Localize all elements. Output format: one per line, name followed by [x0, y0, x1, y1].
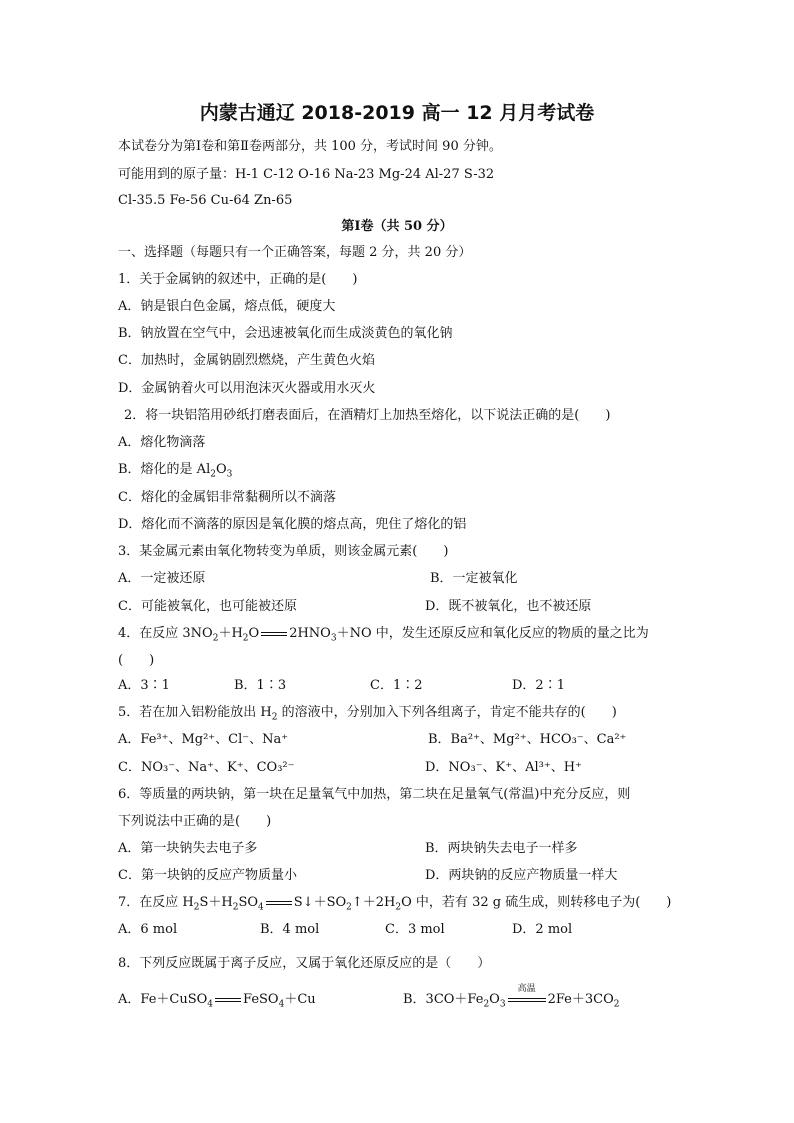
- atomic-mass-line-1: 可能用到的原子量：H-1 C-12 O-16 Na-23 Mg-24 Al-27 S-32: [118, 167, 495, 182]
- question-7-option-a: A．6 mol: [118, 922, 178, 937]
- question-4-option-b: B．1∶3: [234, 678, 287, 693]
- question-1-stem: 1．关于金属钠的叙述中，正确的是( ): [118, 272, 358, 287]
- question-8-option-a: A．Fe＋CuSO$_4$ FeSO$_4$＋Cu: [118, 992, 316, 1010]
- exam-intro: 本试卷分为第Ⅰ卷和第Ⅱ卷两部分，共 100 分，考试时间 90 分钟。: [118, 139, 502, 154]
- atomic-mass-line-2: Cl-35.5 Fe-56 Cu-64 Zn-65: [118, 193, 293, 208]
- question-1-option-c: C．加热时，金属钠剧烈燃烧，产生黄色火焰: [118, 353, 375, 368]
- question-7-option-d: D．2 mol: [512, 922, 573, 937]
- question-3-stem: 3．某金属元素由氧化物转变为单质，则该金属元素( ): [118, 544, 449, 559]
- question-6-option-a: A．第一块钠失去电子多: [118, 841, 258, 856]
- reaction-arrow: [506, 984, 548, 1009]
- question-4-stem-cont: ( ): [118, 653, 155, 668]
- question-1-option-d: D．金属钠着火可以用泡沫灭火器或用水灭火: [118, 381, 376, 396]
- question-3-option-b: B．一定被氧化: [430, 571, 518, 586]
- question-2-option-b: B．熔化的是 $Al_2O_3$: [118, 462, 233, 480]
- question-5-option-c: C．NO₃⁻、Na⁺、K⁺、CO₃²⁻: [118, 760, 295, 775]
- question-7-option-c: C．3 mol: [385, 922, 445, 937]
- exam-title: 内蒙古通辽 2018-2019 高一 12 月月考试卷: [199, 102, 595, 124]
- question-2-stem: 2．将一块铝箔用砂纸打磨表面后，在酒精灯上加热至熔化，以下说法正确的是( ): [124, 408, 611, 423]
- question-8-stem: 8．下列反应既属于离子反应，又属于氧化还原反应的是（ ）: [118, 956, 491, 971]
- question-6-stem-cont: 下列说法中正确的是( ): [118, 814, 272, 829]
- question-5-option-b: B．Ba²⁺、Mg²⁺、HCO₃⁻、Ca²⁺: [428, 732, 627, 747]
- question-6-stem: 6．等质量的两块钠，第一块在足量氧气中加热，第二块在足量氧气(常温)中充分反应，则: [118, 787, 631, 802]
- part-heading: 一、选择题（每题只有一个正确答案，每题 2 分，共 20 分）: [118, 245, 472, 260]
- question-2-option-d: D．熔化而不滴落的原因是氧化膜的熔点高，兜住了熔化的铝: [118, 517, 467, 532]
- question-4-option-c: C．1∶2: [370, 678, 423, 693]
- question-5-option-a: A．Fe³⁺、Mg²⁺、Cl⁻、Na⁺: [118, 732, 289, 747]
- question-1-option-b: B．钠放置在空气中，会迅速被氧化而生成淡黄色的氧化钠: [118, 326, 453, 341]
- question-2-option-a: A．熔化物滴落: [118, 435, 206, 450]
- equals-sign: [266, 901, 292, 905]
- question-7-stem: 7．在反应 $H_2S+H_2SO_4$ $S↓+SO_2↑+2H_2O$ 中，若有 32 g 硫生成，则转移电子为( ): [118, 895, 672, 913]
- question-1-option-a: A．钠是银白色金属，熔点低，硬度大: [118, 299, 336, 314]
- question-3-option-d: D．既不被氧化，也不被还原: [425, 599, 592, 614]
- question-5-option-d: D．NO₃⁻、K⁺、Al³⁺、H⁺: [425, 760, 582, 775]
- question-2-option-c: C．熔化的金属铝非常黏稠所以不滴落: [118, 490, 336, 505]
- question-6-option-b: B．两块钠失去电子一样多: [425, 841, 578, 856]
- equals-sign: [215, 998, 241, 1002]
- equals-sign: [261, 632, 287, 636]
- question-4-stem: 4．在反应 $3NO_2+H_2O$ $2HNO_3+NO$ 中，发生还原反应和氧化反应的物质的量之比为: [118, 626, 649, 644]
- question-4-option-a: A．3∶1: [118, 678, 170, 693]
- question-6-option-d: D．两块钠的反应产物质量一样大: [425, 868, 618, 883]
- question-8-option-b: B．$3CO+Fe_2O_3$ 高温 $2Fe+3CO_2$: [403, 991, 619, 1009]
- question-3-option-a: A．一定被还原: [118, 571, 206, 586]
- reaction-condition: 高温: [517, 984, 536, 994]
- question-3-option-c: C．可能被氧化，也可能被还原: [118, 599, 297, 614]
- question-5-stem: 5．若在加入铝粉能放出 $H_2$ 的溶液中，分别加入下列各组离子，肯定不能共存的( ): [118, 705, 617, 723]
- question-6-option-c: C．第一块钠的反应产物质量小: [118, 868, 297, 883]
- question-7-option-b: B．4 mol: [260, 922, 320, 937]
- section-title: 第Ⅰ卷（共 50 分）: [341, 219, 453, 234]
- question-4-option-d: D．2∶1: [512, 678, 565, 693]
